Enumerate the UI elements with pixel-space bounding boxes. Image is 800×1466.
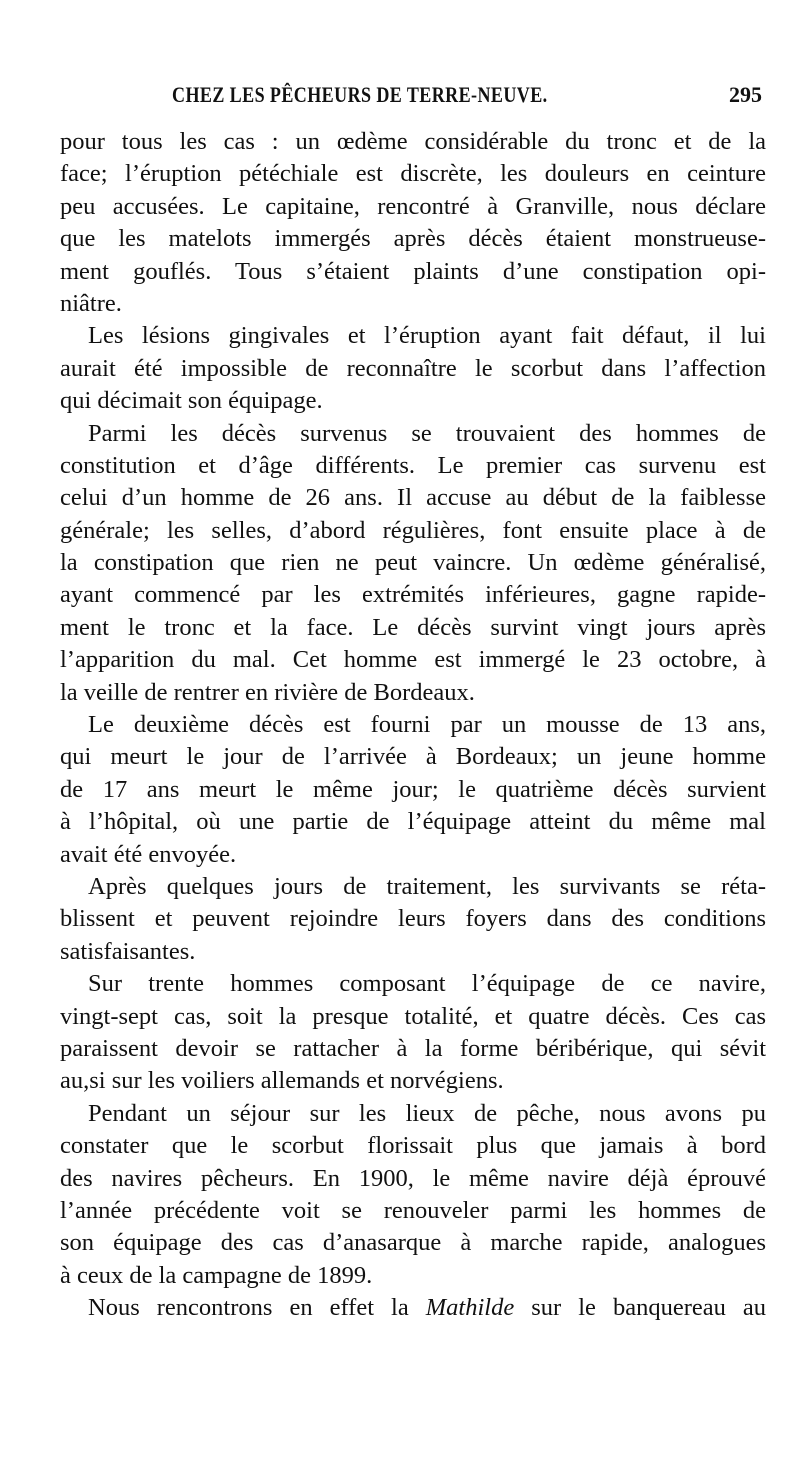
text-line: constater que le scorbut florissait plus que jamais à bord — [60, 1132, 766, 1160]
text-line: ayant commencé par les extrémités inférieures, gagne rapide- — [60, 581, 766, 609]
text-line: Après quelques jours de traitement, les survivants se réta- — [88, 872, 766, 900]
text-line: ment le tronc et la face. Le décès survint vingt jours après — [60, 613, 766, 641]
text-line: niâtre. — [60, 289, 122, 317]
text-line: son équipage des cas d’anasarque à marche rapide, analogues — [60, 1229, 766, 1257]
text-line: pour tous les cas : un œdème considérable du tronc et de la — [60, 128, 766, 155]
page-number: 295 — [729, 82, 762, 107]
running-title: CHEZ LES PÊCHEURS DE TERRE-NEUVE. — [172, 82, 548, 107]
text-line: de 17 ans meurt le même jour; le quatrième décès survient — [60, 775, 766, 803]
text-line: qui décimait son équipage. — [60, 387, 323, 415]
text-line: Parmi les décès survenus se trouvaient des hommes de — [88, 419, 766, 447]
ship-name: Mathilde — [425, 1294, 515, 1322]
text-line: vingt-sept cas, soit la presque totalité, et quatre décès. Ces cas — [60, 1002, 766, 1030]
text-line: Sur trente hommes composant l’équipage de ce navire, — [88, 970, 766, 998]
text-line: avait été envoyée. — [60, 840, 237, 868]
text-line: la veille de rentrer en rivière de Bordeaux. — [60, 678, 475, 706]
text-line: face; l’éruption pétéchiale est discrète, les douleurs en ceinture — [60, 160, 766, 188]
page-header — [60, 82, 762, 116]
text-line: l’année précédente voit se renouveler parmi les hommes de — [60, 1196, 766, 1224]
text-line: à l’hôpital, où une partie de l’équipage atteint du même mal — [60, 808, 766, 836]
text-line: que les matelots immergés après décès étaient monstrueuse- — [60, 225, 766, 253]
text-line: peu accusées. Le capitaine, rencontré à Granville, nous déclare — [60, 192, 766, 220]
text-line: la constipation que rien ne peut vaincre. Un œdème généralisé, — [60, 549, 766, 577]
text-line: paraissent devoir se rattacher à la forme béribérique, qui sévit — [60, 1034, 766, 1062]
text-line: celui d’un homme de 26 ans. Il accuse au début de la faiblesse — [60, 484, 766, 512]
text-line: satisfaisantes. — [60, 937, 196, 965]
text-line: à ceux de la campagne de 1899. — [60, 1261, 373, 1289]
text-line: blissent et peuvent rejoindre leurs foyers dans des conditions — [60, 905, 766, 933]
text-line: constitution et d’âge différents. Le premier cas survenu est — [60, 451, 766, 479]
text-line-with-ship-name — [60, 1292, 766, 1324]
text-line: Les lésions gingivales et l’éruption ayant fait défaut, il lui — [88, 322, 766, 350]
text-line: qui meurt le jour de l’arrivée à Bordeaux; un jeune homme — [60, 743, 766, 771]
text-line: générale; les selles, d’abord régulières, font ensuite place à de — [60, 516, 766, 544]
text-line: l’apparition du mal. Cet homme est immergé le 23 octobre, à — [60, 646, 766, 674]
text-line: Le deuxième décès est fourni par un mousse de 13 ans, — [88, 711, 766, 739]
text-line: des navires pêcheurs. En 1900, le même navire déjà éprouvé — [60, 1164, 766, 1192]
text-line: Pendant un séjour sur les lieux de pêche, nous avons pu — [88, 1099, 766, 1127]
text-line: aurait été impossible de reconnaître le scorbut dans l’affection — [60, 354, 766, 382]
body-text — [60, 126, 766, 1324]
line-segment: Nous rencontrons en effet la — [88, 1294, 409, 1322]
text-line: ment gouflés. Tous s’étaient plaints d’une constipation opi- — [60, 257, 766, 285]
text-line: au,si sur les voiliers allemands et norvégiens. — [60, 1067, 504, 1095]
line-segment: sur le banquereau au — [531, 1294, 767, 1322]
